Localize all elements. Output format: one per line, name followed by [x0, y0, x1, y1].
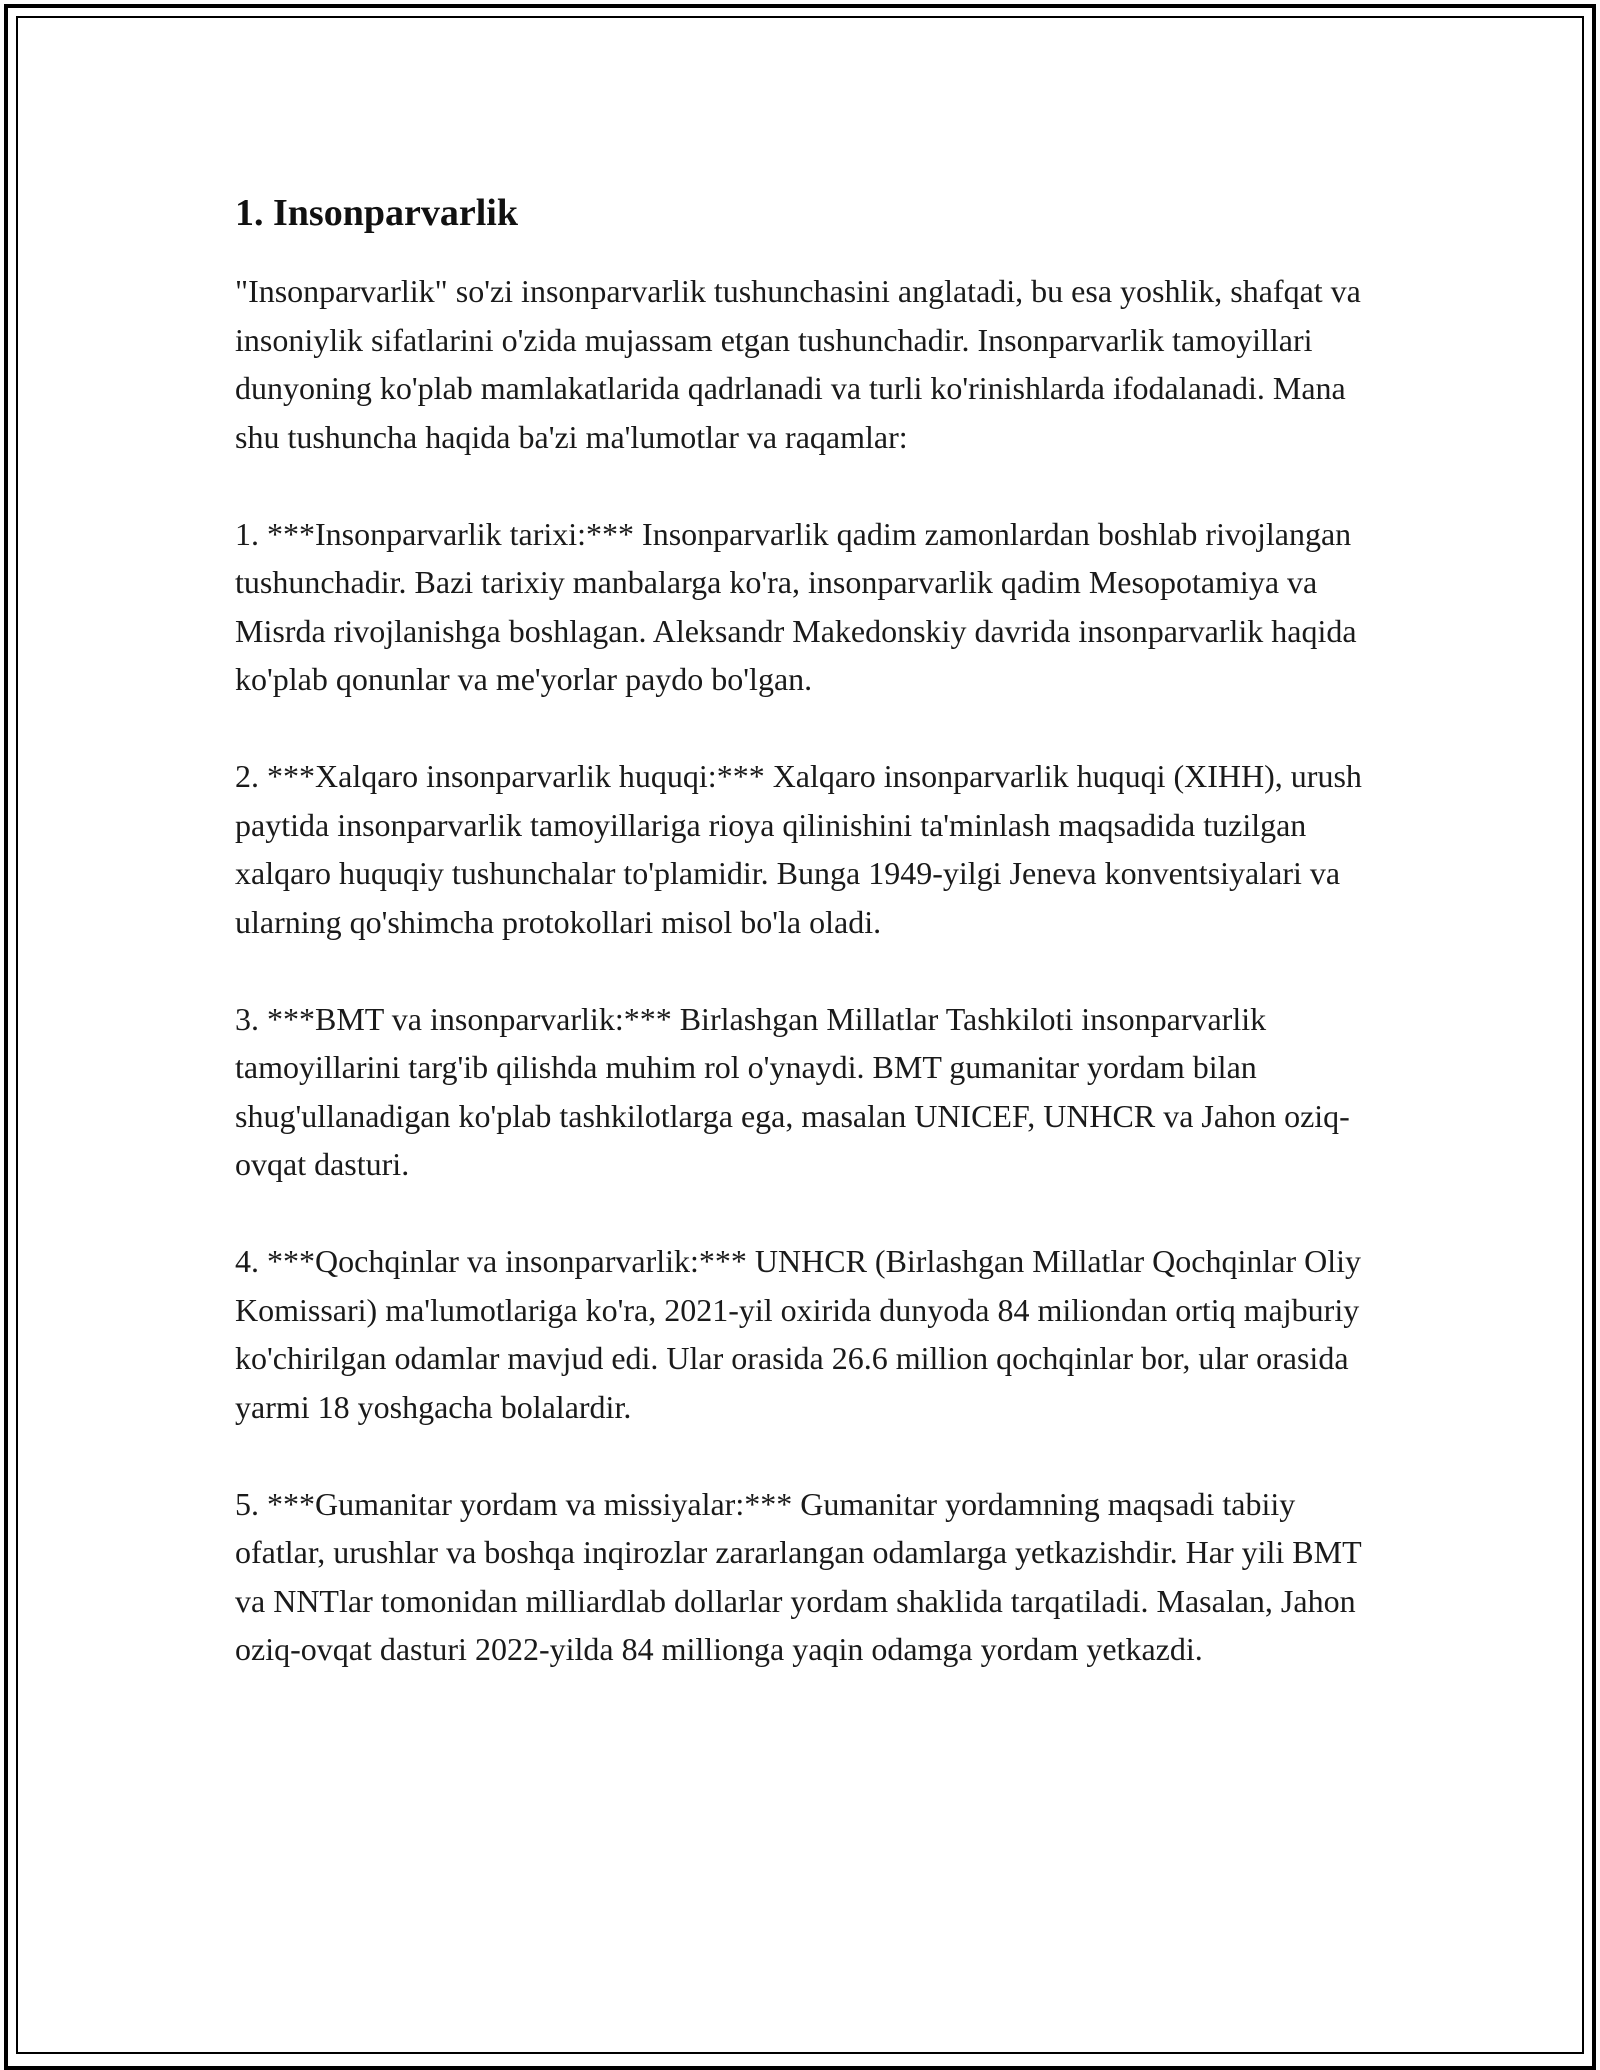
document-title: 1. Insonparvarlik — [235, 192, 518, 234]
intro-paragraph: "Insonparvarlik" so'zi insonparvarlik tushunchasini anglatadi, bu esa yoshlik, shafqat va insoniylik sifatlarini o'zida mujassam etgan tushunchadir. Insonparvarlik tamoyillari dunyoning ko'plab mamlakatlarida qadrlanadi va turli ko'rinishlarda ifodalanadi. Mana shu tushuncha haqida ba'zi ma'lumotlar va raqamlar: — [235, 273, 1361, 455]
list-item-international-law: 2. ***Xalqaro insonparvarlik huquqi:*** Xalqaro insonparvarlik huquqi (XIHH), urush paytida insonparvarlik tamoyillariga rioya qilinishini ta'minlash maqsadida tuzilgan xalqaro huquqiy tushunchalar to'plamidir. Bunga 1949-yilgi Jeneva konventsiyalari va ularning qo'shimcha protokollari misol bo'la oladi. — [235, 758, 1362, 940]
list-item-un: 3. ***BMT va insonparvarlik:*** Birlashgan Millatlar Tashkiloti insonparvarlik tamoyillarini targ'ib qilishda muhim rol o'ynaydi. BMT gumanitar yordam bilan shug'ullanadigan ko'plab tashkilotlarga ega, masalan UNICEF, UNHCR va Jahon oziq-ovqat dasturi. — [235, 1000, 1350, 1182]
list-item-history: 1. ***Insonparvarlik tarixi:*** Insonparvarlik qadim zamonlardan boshlab rivojlangan tushunchadir. Bazi tarixiy manbalarga ko'ra, insonparvarlik qadim Mesopotamiya va Misrda rivojlanishga boshlagan. Aleksandr Makedonskiy davrida insonparvarlik haqida ko'plab qonunlar va me'yorlar paydo bo'lgan. — [235, 515, 1357, 697]
document-body — [235, 185, 1375, 1674]
list-item-refugees: 4. ***Qochqinlar va insonparvarlik:*** UNHCR (Birlashgan Millatlar Qochqinlar Oliy Komissari) ma'lumotlariga ko'ra, 2021-yil oxirida dunyoda 84 miliondan ortiq majburiy ko'chirilgan odamlar mavjud edi. Ular orasida 26.6 million qochqinlar bor, ular orasida yarmi 18 yoshgacha bolalardir. — [235, 1243, 1362, 1425]
list-item-humanitarian-aid: 5. ***Gumanitar yordam va missiyalar:*** Gumanitar yordamning maqsadi tabiiy ofatlar, urushlar va boshqa inqirozlar zararlangan odamlarga yetkazishdir. Har yili BMT va NNTlar tomonidan milliardlab dollarlar yordam shaklida tarqatiladi. Masalan, Jahon oziq-ovqat dasturi 2022-yilda 84 millionga yaqin odamga yordam yetkazdi. — [235, 1485, 1362, 1667]
